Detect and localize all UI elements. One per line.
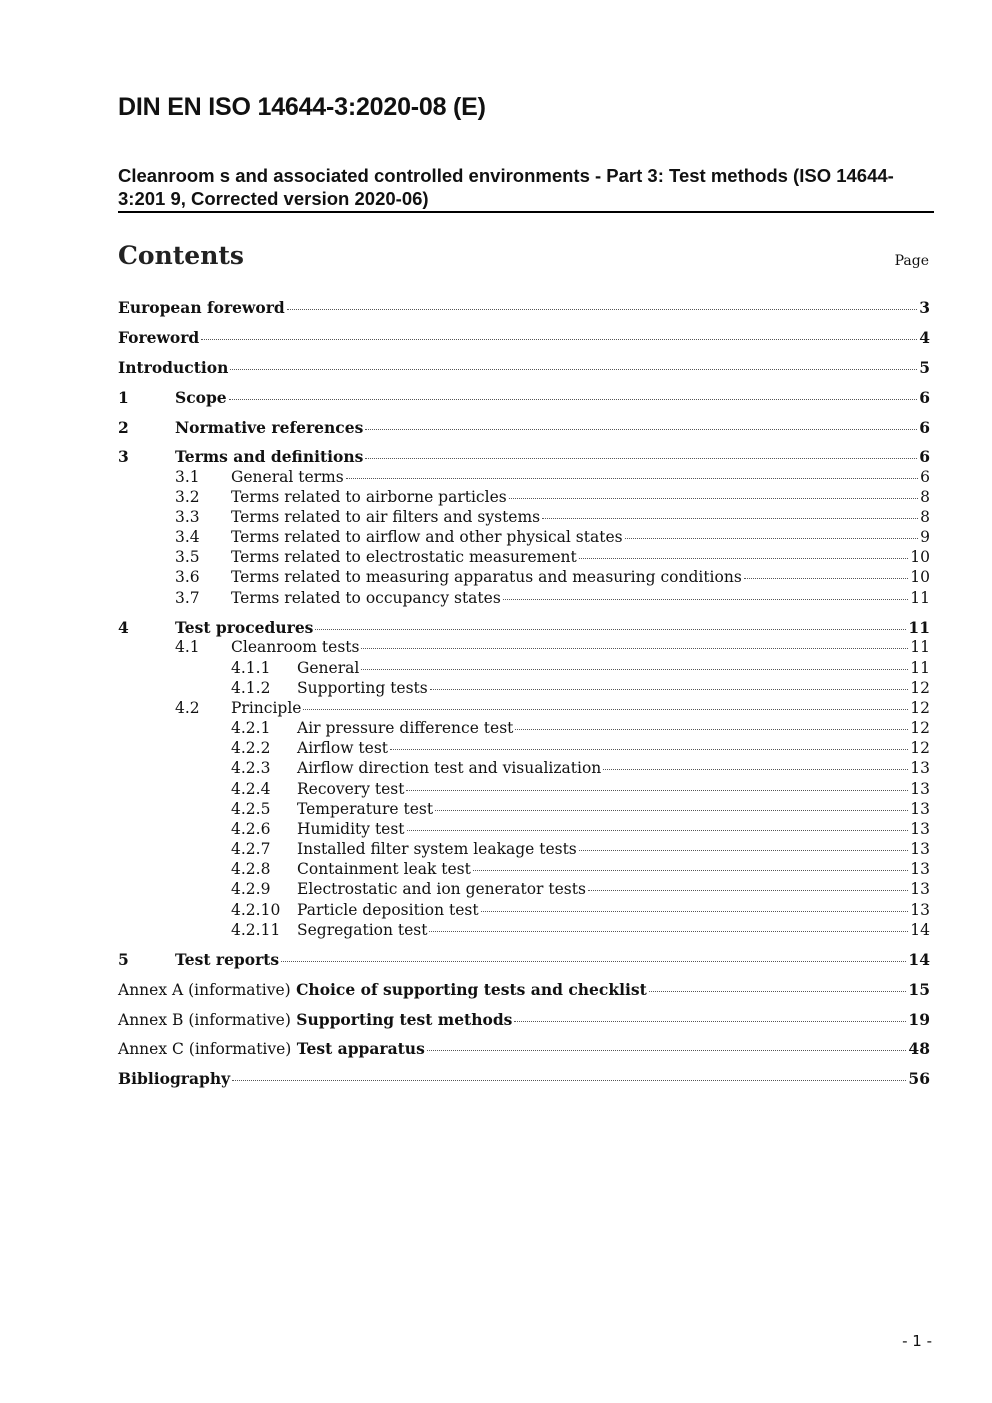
toc-entry[interactable]	[118, 840, 930, 860]
contents-heading: Contents	[118, 241, 245, 270]
toc-entry-page: 12	[910, 679, 930, 697]
dot-leader	[315, 629, 906, 630]
toc-entry[interactable]	[118, 1069, 930, 1089]
dot-leader	[365, 429, 917, 430]
toc-entry-title: Temperature test	[297, 800, 434, 818]
toc-entry-title: Foreword	[118, 328, 200, 347]
toc-entry-page: 13	[910, 860, 930, 878]
toc-entry-number: 4.2.7	[231, 840, 271, 858]
toc-entry[interactable]	[118, 1010, 930, 1030]
toc-entry-title: Terms related to occupancy states	[231, 589, 501, 607]
toc-entry[interactable]	[118, 659, 930, 679]
toc-entry-page: 12	[910, 739, 930, 757]
toc-entry[interactable]	[118, 528, 930, 548]
dot-leader	[201, 339, 917, 340]
toc-entry-page: 13	[910, 780, 930, 798]
toc-entry-page: 56	[908, 1069, 930, 1088]
toc-entry-title: Test procedures	[175, 618, 314, 637]
toc-entry-page: 9	[920, 528, 930, 546]
toc-entry-title: Bibliography	[118, 1069, 231, 1088]
toc-entry-number: 4.1.1	[231, 659, 271, 677]
toc-entry[interactable]	[118, 921, 930, 941]
toc-entry[interactable]	[118, 548, 930, 568]
page-number: - 1 -	[902, 1332, 932, 1350]
toc-entry-title: Segregation test	[297, 921, 428, 939]
toc-entry-page: 6	[919, 447, 930, 466]
toc-entry[interactable]	[118, 860, 930, 880]
toc-entry-number: 4	[118, 618, 129, 637]
dot-leader	[649, 991, 907, 992]
toc-entry[interactable]	[118, 950, 930, 970]
toc-entry-number: 4.2.6	[231, 820, 271, 838]
toc-entry-number: 4.2.8	[231, 860, 271, 878]
toc-entry-title: General	[297, 659, 360, 677]
toc-entry-number: 3.7	[175, 589, 200, 607]
dot-leader	[542, 518, 918, 519]
dot-leader	[435, 810, 908, 811]
dot-leader	[361, 669, 908, 670]
toc-entry-title: Airflow direction test and visualization	[297, 759, 602, 777]
dot-leader	[588, 890, 908, 891]
toc-entry[interactable]	[118, 980, 930, 1000]
toc-entry[interactable]	[118, 418, 930, 438]
dot-leader	[406, 790, 908, 791]
toc-entry[interactable]	[118, 358, 930, 378]
toc-entry-title: Terms related to measuring apparatus and measuring conditions	[231, 568, 742, 586]
toc-entry-page: 15	[908, 980, 930, 999]
toc-entry-number: 4.2.4	[231, 780, 271, 798]
toc-entry-number: 4.2.11	[231, 921, 281, 939]
toc-entry-number: 1	[118, 388, 129, 407]
dot-leader	[744, 578, 908, 579]
toc-entry-number: 2	[118, 418, 129, 437]
toc-entry-title: Introduction	[118, 358, 229, 377]
toc-entry-title	[118, 980, 647, 999]
toc-entry[interactable]	[118, 679, 930, 699]
toc-entry-number: 4.2.2	[231, 739, 271, 757]
toc-entry-page: 13	[910, 901, 930, 919]
document-id: DIN EN ISO 14644-3:2020-08 (E)	[118, 93, 486, 121]
toc-entry-title	[118, 1010, 512, 1029]
toc-entry-number: 3.6	[175, 568, 200, 586]
toc-entry[interactable]	[118, 800, 930, 820]
toc-entry-page: 12	[910, 699, 930, 717]
dot-leader	[429, 931, 908, 932]
toc-entry-page: 10	[910, 548, 930, 566]
dot-leader	[281, 961, 906, 962]
toc-entry[interactable]	[118, 568, 930, 588]
toc-entry-title: European foreword	[118, 298, 285, 317]
toc-entry[interactable]	[118, 638, 930, 658]
dot-leader	[303, 709, 908, 710]
toc-entry-page: 14	[908, 950, 930, 969]
annex-title: Choice of supporting tests and checklist	[296, 980, 647, 999]
dot-leader	[603, 769, 908, 770]
dot-leader	[625, 538, 919, 539]
dot-leader	[503, 599, 908, 600]
toc-entry-page: 8	[920, 488, 930, 506]
toc-entry-title: Particle deposition test	[297, 901, 479, 919]
toc-entry[interactable]	[118, 880, 930, 900]
toc-entry-number: 3.5	[175, 548, 200, 566]
toc-entry-page: 6	[920, 468, 930, 486]
toc-entry-number: 5	[118, 950, 129, 969]
toc-entry-title: General terms	[231, 468, 344, 486]
toc-entry[interactable]	[118, 298, 930, 318]
toc-entry-page: 48	[908, 1039, 930, 1058]
toc-entry-title: Recovery test	[297, 780, 405, 798]
toc-entry-page: 6	[919, 418, 930, 437]
dot-leader	[481, 911, 909, 912]
toc-entry-number: 3.2	[175, 488, 200, 506]
dot-leader	[230, 369, 917, 370]
toc-entry-title	[118, 1039, 425, 1058]
toc-entry-number: 4.2.1	[231, 719, 271, 737]
dot-leader	[427, 1050, 907, 1051]
toc-entry-number: 3.4	[175, 528, 200, 546]
toc-entry-title: Principle	[231, 699, 302, 717]
toc-entry-page: 13	[910, 880, 930, 898]
toc-entry-title: Terms and definitions	[175, 447, 364, 466]
toc-entry-number: 4.2.10	[231, 901, 281, 919]
toc-entry-title: Terms related to airborne particles	[231, 488, 507, 506]
toc-entry-title: Test reports	[175, 950, 280, 969]
toc-entry[interactable]	[118, 719, 930, 739]
toc-entry[interactable]	[118, 780, 930, 800]
dot-leader	[579, 558, 909, 559]
toc-entry-number: 4.2.5	[231, 800, 271, 818]
toc-entry-page: 11	[908, 618, 930, 637]
dot-leader	[365, 458, 917, 459]
toc-entry-title: Electrostatic and ion generator tests	[297, 880, 586, 898]
toc-entry-page: 10	[910, 568, 930, 586]
toc-entry-title: Normative references	[175, 418, 364, 437]
toc-entry-number: 4.2.3	[231, 759, 271, 777]
page-column-label: Page	[894, 253, 929, 269]
toc-entry[interactable]	[118, 508, 930, 528]
toc-entry-title: Cleanroom tests	[231, 638, 360, 656]
annex-label: Annex B (informative)	[118, 1011, 291, 1029]
dot-leader	[473, 870, 908, 871]
toc-entry-page: 12	[910, 719, 930, 737]
toc-entry[interactable]	[118, 589, 930, 609]
dot-leader	[579, 850, 909, 851]
dot-leader	[509, 498, 918, 499]
toc-entry-number: 4.2.9	[231, 880, 271, 898]
toc-entry[interactable]	[118, 468, 930, 488]
toc-entry-number: 4.1	[175, 638, 200, 656]
toc-entry[interactable]	[118, 1039, 930, 1059]
toc-entry[interactable]	[118, 699, 930, 719]
toc-entry-page: 13	[910, 820, 930, 838]
toc-entry-title: Humidity test	[297, 820, 405, 838]
annex-title: Test apparatus	[296, 1039, 425, 1058]
toc-entry[interactable]	[118, 388, 930, 408]
annex-label: Annex A (informative)	[118, 981, 291, 999]
toc-entry[interactable]	[118, 739, 930, 759]
toc-entry-title: Installed filter system leakage tests	[297, 840, 577, 858]
toc-entry[interactable]	[118, 488, 930, 508]
toc-entry-title: Supporting tests	[297, 679, 428, 697]
toc-entry-title: Scope	[175, 388, 227, 407]
toc-entry-number: 4.1.2	[231, 679, 271, 697]
dot-leader	[407, 830, 909, 831]
dot-leader	[430, 689, 909, 690]
toc-entry[interactable]	[118, 618, 930, 638]
toc-entry-page: 4	[919, 328, 930, 347]
toc-entry-number: 3.3	[175, 508, 200, 526]
toc-entry-number: 3.1	[175, 468, 200, 486]
dot-leader	[515, 729, 908, 730]
toc-entry-page: 3	[919, 298, 930, 317]
toc-entry-page: 13	[910, 759, 930, 777]
toc-entry-page: 14	[910, 921, 930, 939]
dot-leader	[229, 399, 918, 400]
toc-entry-page: 11	[910, 659, 930, 677]
toc-entry-page: 13	[910, 840, 930, 858]
toc-entry-title: Airflow test	[297, 739, 389, 757]
toc-entry-page: 19	[908, 1010, 930, 1029]
toc-entry-page: 6	[919, 388, 930, 407]
toc-entry-title: Containment leak test	[297, 860, 471, 878]
toc-entry-number: 4.2	[175, 699, 200, 717]
dot-leader	[232, 1080, 906, 1081]
toc-entry-page: 13	[910, 800, 930, 818]
toc-entry-number: 3	[118, 447, 129, 466]
toc-entry-title: Air pressure difference test	[297, 719, 514, 737]
annex-title: Supporting test methods	[296, 1010, 513, 1029]
toc-entry-page: 5	[919, 358, 930, 377]
dot-leader	[361, 648, 908, 649]
toc-entry[interactable]	[118, 901, 930, 921]
document-title: Cleanroom s and associated controlled environments - Part 3: Test methods (ISO 14644-3:201 9, Corrected version 2020-06)	[118, 164, 934, 213]
toc-entry-page: 11	[910, 638, 930, 656]
dot-leader	[287, 309, 917, 310]
toc-entry-page: 8	[920, 508, 930, 526]
toc-entry[interactable]	[118, 328, 930, 348]
toc-entry-page: 11	[910, 589, 930, 607]
toc-entry-title: Terms related to electrostatic measurement	[231, 548, 577, 566]
toc-entry-title: Terms related to airflow and other physical states	[231, 528, 623, 546]
dot-leader	[390, 749, 908, 750]
toc-entry[interactable]	[118, 759, 930, 779]
toc-entry[interactable]	[118, 447, 930, 467]
annex-label: Annex C (informative)	[118, 1040, 292, 1058]
dot-leader	[346, 478, 918, 479]
toc-entry-title: Terms related to air filters and systems	[231, 508, 541, 526]
toc-entry[interactable]	[118, 820, 930, 840]
dot-leader	[514, 1021, 906, 1022]
